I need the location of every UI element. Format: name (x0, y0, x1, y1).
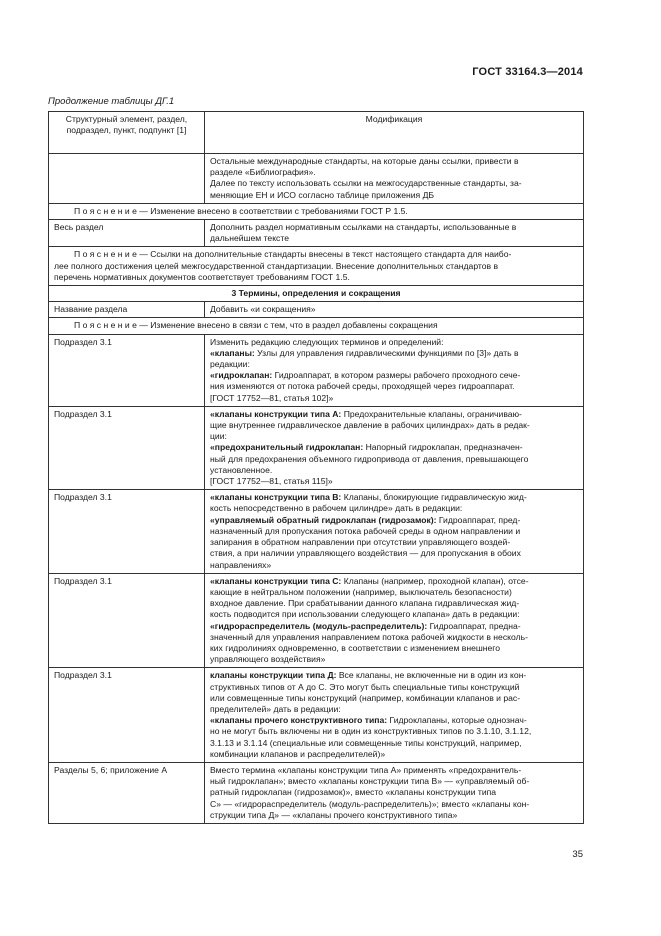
text-line: струкции типа Д» — «клапаны прочего конструктивного типа» (210, 809, 458, 820)
row-modification (205, 406, 584, 489)
note-body: — Изменение внесено в связи с тем, что в раздел добавлены сокращения (136, 320, 438, 331)
definition: Гидроклапаны, которые однознач- (387, 715, 527, 726)
definition: Узлы для управления гидравлическими функциями по [3]» дать в (254, 347, 519, 358)
text-line: Изменить редакцию следующих терминов и определений: (210, 336, 444, 347)
document-code: ГОСТ 33164.3—2014 (472, 66, 583, 78)
text-line (210, 370, 578, 381)
definition: Гидроаппарат, в котором размеры рабочего проходного сече- (272, 370, 521, 381)
row-structural-element: Подраздел 3.1 (49, 668, 205, 763)
text-line: ких гидролиниях одновременно, в соответствии с изменением внешнего (210, 642, 500, 653)
definition: Гидроаппарат, предна- (427, 620, 521, 631)
table-header-row (49, 112, 584, 154)
text-line (210, 492, 578, 503)
text-line: ния изменяются от потока рабочей среды, проходящей через гидроаппарат. (210, 381, 515, 392)
note-text (49, 247, 584, 286)
definition: Все клапаны, не включенные ни в один из кон- (336, 670, 527, 681)
text-line: установленное. (210, 464, 273, 475)
text-line: меняющие ЕН и ИСО согласно таблице приложения ДБ (210, 189, 435, 200)
text-line (210, 670, 578, 681)
note-text (49, 203, 584, 219)
text-line: дальнейшем тексте (210, 233, 289, 244)
modification-table (48, 111, 584, 824)
definition: Предохранительные клапаны, ограничиваю- (341, 408, 522, 419)
note-text (49, 318, 584, 334)
row-modification (205, 154, 584, 204)
text-line: кость подводится при использовании следующего клапана» дать в редакции: (210, 609, 520, 620)
row-modification (205, 573, 584, 668)
text-line: Остальные международные стандарты, на которые даны ссылки, привести в (210, 156, 519, 166)
text-line (210, 348, 578, 359)
text-line: кающие в нейтральном положении (например, выключатель безопасности) (210, 586, 512, 597)
note-label: П о я с н е н и е (74, 205, 137, 216)
text-line: ствия, а при наличии управляющего воздействия — для пропускания в обоих (210, 548, 521, 559)
row-structural-element: Название раздела (49, 302, 205, 318)
text-line: Вместо термина «клапаны конструкции типа А» применять «предохранитель- (210, 764, 522, 775)
text-line (210, 515, 578, 526)
term: «клапаны конструкции типа В: (210, 492, 342, 503)
text-line: ции: (210, 431, 227, 442)
header-col1-line: Структурный элемент, раздел, (65, 114, 188, 124)
section-heading: 3 Термины, определения и сокращения (49, 286, 584, 302)
row-modification (205, 490, 584, 573)
term: «управляемый обратный гидроклапан (гидрозамок): (210, 514, 437, 525)
text-line: структивных типов от А до С. Это могут быть специальные типы конструкций (210, 681, 520, 692)
row-structural-element: Подраздел 3.1 (49, 406, 205, 489)
text-line: комбинации клапанов и распределителей)» (210, 748, 386, 759)
definition: Напорный гидроклапан, предназначен- (363, 442, 523, 453)
section-heading-row (49, 286, 584, 302)
text-line: ный для предохранения объемного гидропривода от давления, превышающего (210, 453, 529, 464)
header-structural-element (49, 112, 205, 154)
text-line: запирания в обратном направлении при отсутствии управляющего воздей- (210, 537, 511, 548)
term: «клапаны конструкции типа С: (210, 575, 342, 586)
note-body: — Ссылки на дополнительные стандарты внесены в текст настоящего стандарта для наибо- (136, 249, 512, 260)
term: клапаны конструкции типа Д: (210, 670, 337, 681)
table-row (49, 406, 584, 489)
text-line: редакции: (210, 359, 250, 370)
note-row (49, 247, 584, 286)
text-line (210, 621, 578, 632)
term: «клапаны прочего конструктивного типа: (210, 715, 388, 726)
note-row (49, 318, 584, 334)
term: «гидрораспределитель (модуль-распределитель): (210, 620, 428, 631)
table-row (49, 220, 584, 247)
row-modification (205, 762, 584, 823)
text-line (210, 442, 578, 453)
note-label: П о я с н е н и е (74, 320, 137, 331)
text-line: Дополнить раздел нормативным ссылками на стандарты, использованные в (210, 222, 517, 233)
table-row (49, 334, 584, 406)
row-structural-element (49, 154, 205, 204)
text-line: значенный для управления направлением потока рабочей жидкости в несколь- (210, 631, 528, 642)
table-row (49, 154, 584, 204)
row-structural-element: Подраздел 3.1 (49, 490, 205, 573)
table-row (49, 573, 584, 668)
text-line (210, 409, 578, 420)
term: «клапаны: (210, 347, 255, 358)
header-col1-line: подраздел, пункт, подпункт [1] (66, 125, 187, 136)
term: «предохранительный гидроклапан: (210, 442, 364, 453)
text-line (210, 576, 578, 587)
page-number: 35 (572, 849, 583, 860)
table-row (49, 490, 584, 573)
row-structural-element: Весь раздел (49, 220, 205, 247)
text-line: назначенный для пропускания потока рабочей среды в одном направлении и (210, 525, 521, 536)
header-modification: Модификация (205, 112, 584, 154)
text-line: щие внутреннее гидравлическое давление в рабочих цилиндрах» дать в редак- (210, 420, 530, 431)
definition: Клапаны (например, проходной клапан), отсе- (341, 575, 529, 586)
term: «клапаны конструкции типа А: (210, 408, 342, 419)
row-modification (205, 220, 584, 247)
note-first-line (54, 249, 578, 260)
text-line: но не могут быть включены ни в один из конструктивных типов по 3.1.10, 3.1.12, (210, 726, 532, 737)
row-structural-element: Подраздел 3.1 (49, 573, 205, 668)
note-row (49, 203, 584, 219)
text-line: или совмещенные типы конструкций (например, комбинации клапанов и рас- (210, 692, 521, 703)
text-line: [ГОСТ 17752—81, статья 115]» (210, 476, 333, 487)
text-line: ный гидроклапан»; вместо «клапаны конструкции типа В» — «управляемый об- (210, 776, 530, 787)
table-row (49, 762, 584, 823)
text-line: перечень нормативных документов соответствует требованиям ГОСТ 1.5. (54, 271, 350, 282)
text-line (210, 715, 578, 726)
text-line: управляющего воздействия» (210, 654, 326, 665)
text-line: лее полного достижения целей межгосударственной стандартизации. Внесение дополнительных стандартов в (54, 260, 499, 271)
text-line: направлениях» (210, 559, 272, 570)
note-body: — Изменение внесено в соответствии с требованиями ГОСТ Р 1.5. (136, 205, 408, 216)
row-structural-element: Разделы 5, 6; приложение А (49, 762, 205, 823)
text-line: входное давление. При срабатывании данного клапана гидравлическая жид- (210, 598, 520, 609)
table-continuation-caption: Продолжение таблицы ДГ.1 (48, 96, 175, 107)
row-modification (205, 668, 584, 763)
row-modification: Добавить «и сокращения» (205, 302, 584, 318)
text-line: кость непосредственно в рабочем цилиндре» дать в редакции: (210, 503, 463, 514)
text-line: пределителей» дать в редакции: (210, 703, 341, 714)
text-line: ратный гидроклапан (гидрозамок)», вместо «клапаны конструкции типа (210, 787, 497, 798)
table-row (49, 668, 584, 763)
term: «гидроклапан: (210, 370, 273, 381)
text-line: Далее по тексту использовать ссылки на межгосударственные стандарты, за- (210, 178, 522, 189)
definition: Клапаны, блокирующие гидравлическую жид- (341, 492, 527, 503)
table-row (49, 302, 584, 318)
note-label: П о я с н е н и е (74, 249, 137, 260)
text-line: С» — «гидрораспределитель (модуль-распределитель)»; вместо «клапаны кон- (210, 798, 530, 809)
text-line: 3.1.13 и 3.1.14 (специальные или совмещенные типы конструкций, например, (210, 737, 522, 748)
text-line: [ГОСТ 17752—81, статья 102]» (210, 392, 334, 403)
definition: Гидроаппарат, пред- (436, 514, 521, 525)
row-structural-element: Подраздел 3.1 (49, 334, 205, 406)
row-modification (205, 334, 584, 406)
text-line: разделе «Библиография». (210, 167, 316, 178)
